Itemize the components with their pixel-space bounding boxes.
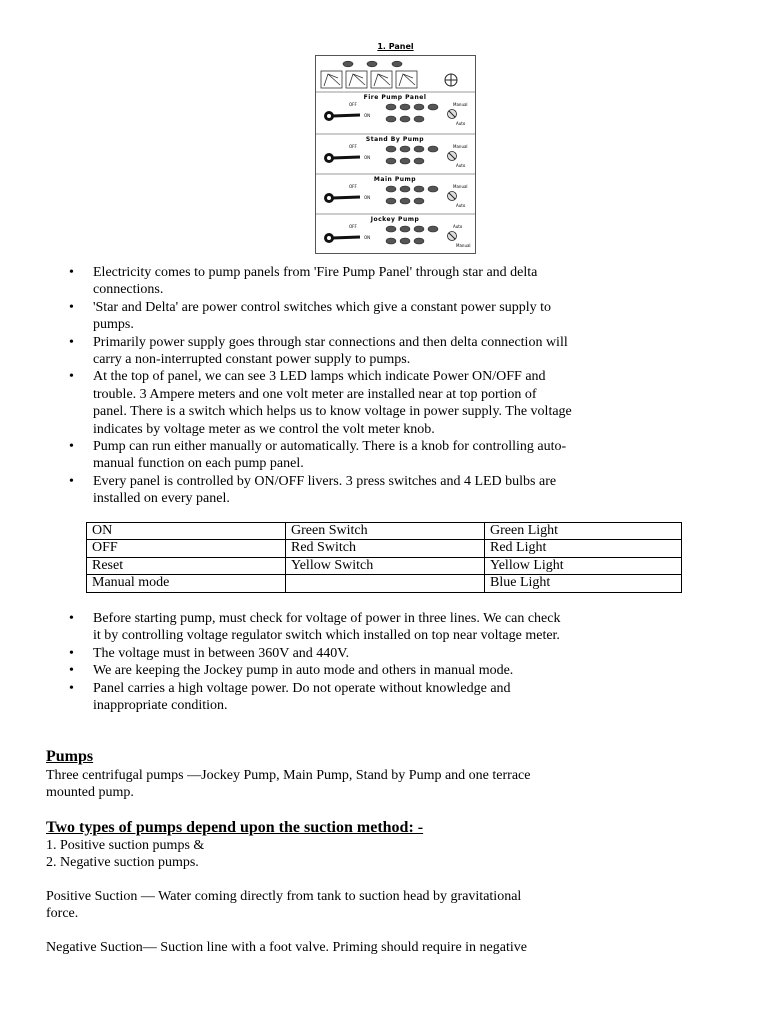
- svg-text:Manual: Manual: [453, 144, 468, 149]
- list-item: 1. Positive suction pumps &: [46, 838, 205, 853]
- negative-suction-paragraph: Negative Suction— Suction line with a foot valve. Priming should require in negative: [46, 940, 527, 955]
- list-item: • Panel carries a high voltage power. Do not operate without knowledge and inappropriate condition.: [46, 680, 646, 715]
- panel-diagram: [315, 55, 476, 254]
- table-cell: OFF: [87, 540, 286, 557]
- svg-text:Manual: Manual: [453, 102, 468, 107]
- positive-suction-paragraph: Positive Suction — Water coming directly from tank to suction head by gravitational force.: [46, 889, 522, 922]
- svg-text:Auto: Auto: [453, 224, 463, 229]
- list-item: • The voltage must in between 360V and 440V.: [46, 645, 646, 662]
- list-item: • 'Star and Delta' are power control switches which give a constant power supply to pumps.: [46, 299, 646, 334]
- svg-text:OFF: OFF: [349, 144, 357, 149]
- volt-knob-icon: [445, 74, 457, 86]
- table-cell: Red Switch: [286, 540, 485, 557]
- section-stand-by-pump: [324, 136, 468, 168]
- pumps-paragraph: Three centrifugal pumps —Jockey Pump, Main Pump, Stand by Pump and one terrace mounted pump.: [46, 768, 531, 801]
- section-label: Fire Pump Panel: [363, 94, 427, 101]
- svg-text:ON: ON: [364, 195, 371, 200]
- section-jockey-pump: [324, 216, 471, 248]
- list-item: • Pump can run either manually or automatically. There is a knob for controlling auto- manual function on each pump panel.: [46, 438, 646, 473]
- switch-light-table: [86, 522, 682, 593]
- panel-drawing: [316, 56, 475, 253]
- table-row: [87, 540, 682, 557]
- table-row: [87, 557, 682, 574]
- table-cell: Green Switch: [286, 523, 485, 540]
- list-item: • Primarily power supply goes through star connections and then delta connection will carry a non-interrupted constant power supply to pumps.: [46, 334, 646, 369]
- figure-title: 1. Panel: [377, 42, 414, 51]
- svg-text:Auto: Auto: [456, 121, 466, 126]
- list-item: • Every panel is controlled by ON/OFF livers. 3 press switches and 4 LED bulbs are installed on every panel.: [46, 473, 646, 508]
- bullet-list-operation: [46, 610, 646, 714]
- table-cell: Yellow Switch: [286, 557, 485, 574]
- table-cell: Blue Light: [485, 575, 682, 592]
- svg-text:OFF: OFF: [349, 224, 357, 229]
- panel-figure: [315, 42, 476, 254]
- table-cell: Manual mode: [87, 575, 286, 592]
- list-item: • We are keeping the Jockey pump in auto mode and others in manual mode.: [46, 662, 646, 679]
- top-led-lamps: [343, 61, 402, 67]
- svg-text:OFF: OFF: [349, 102, 357, 107]
- suction-list: [46, 837, 606, 872]
- svg-text:Auto: Auto: [456, 163, 466, 168]
- section-label: Jockey Pump: [370, 216, 420, 223]
- list-item: • Before starting pump, must check for voltage of power in three lines. We can check it by controlling voltage regulator switch which installed on top near voltage meter.: [46, 610, 646, 645]
- list-item: • At the top of panel, we can see 3 LED lamps which indicate Power ON/OFF and trouble. 3 Ampere meters and one volt meter are installed near at top portion of panel. There is a switch which helps us to know voltage in power supply. The voltage indicates by voltage meter as we control the volt meter knob.: [46, 368, 646, 438]
- section-label: Main Pump: [373, 176, 417, 183]
- table-cell: Yellow Light: [485, 557, 682, 574]
- svg-text:ON: ON: [364, 235, 371, 240]
- table-cell: Green Light: [485, 523, 682, 540]
- table-row: [87, 523, 682, 540]
- list-item: • Electricity comes to pump panels from 'Fire Pump Panel' through star and delta connections.: [46, 264, 646, 299]
- table-cell: Red Light: [485, 540, 682, 557]
- svg-text:Auto: Auto: [456, 203, 466, 208]
- section-fire-pump-panel: [324, 94, 468, 126]
- meters: [321, 71, 417, 88]
- bullet-list-panel-info: [46, 264, 646, 508]
- svg-text:Manual: Manual: [456, 243, 471, 248]
- list-item: 2. Negative suction pumps.: [46, 855, 199, 871]
- svg-text:ON: ON: [364, 155, 371, 160]
- svg-text:Manual: Manual: [453, 184, 468, 189]
- svg-text:ON: ON: [364, 113, 371, 118]
- suction-heading: Two types of pumps depend upon the suction method: -: [46, 819, 424, 836]
- table-row: [87, 575, 682, 592]
- table-cell: Reset: [87, 557, 286, 574]
- table-cell: ON: [87, 523, 286, 540]
- table-cell: [286, 575, 485, 592]
- section-label: Stand By Pump: [365, 136, 425, 143]
- pumps-heading: Pumps: [46, 748, 94, 765]
- section-main-pump: [324, 176, 468, 208]
- svg-text:OFF: OFF: [349, 184, 357, 189]
